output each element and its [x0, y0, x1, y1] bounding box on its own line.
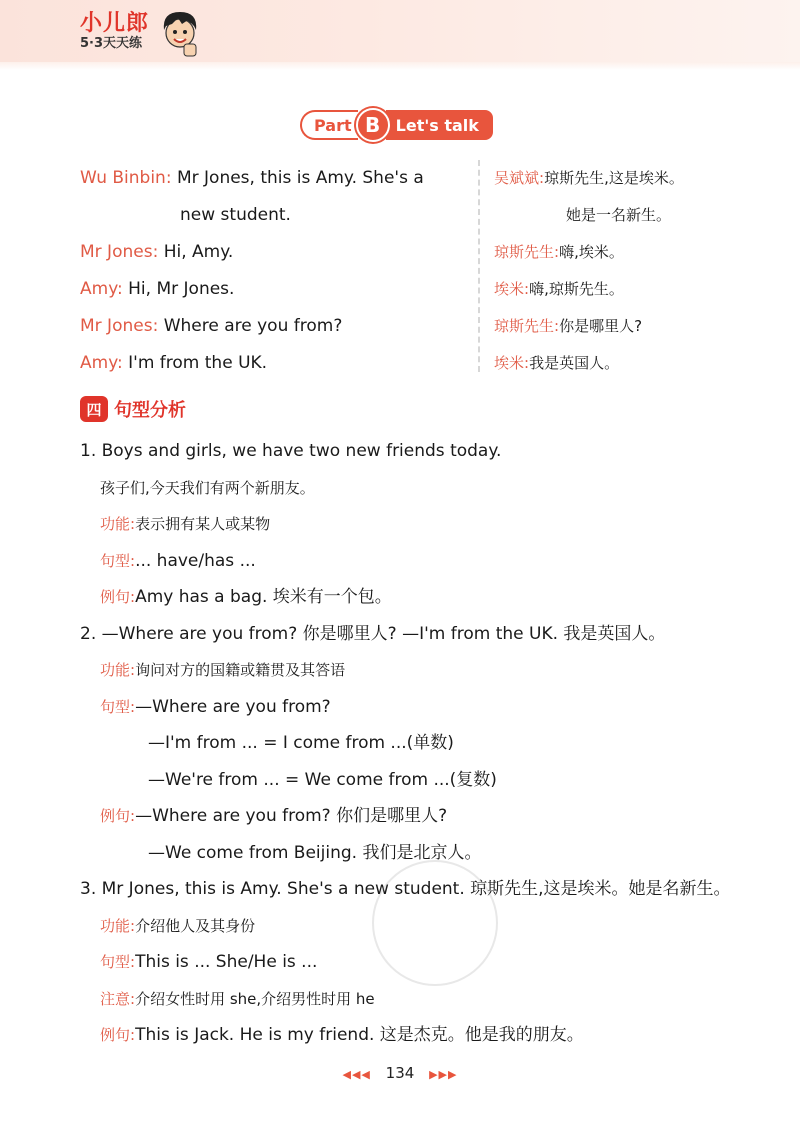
part-label: Part — [300, 110, 358, 140]
right-arrows-icon: ▶▶▶ — [429, 1068, 458, 1081]
dialogue-line — [80, 234, 470, 271]
watermark-seal — [372, 860, 498, 986]
speaker-label: 埃米: — [494, 280, 530, 298]
speaker-label: Mr Jones: — [80, 316, 159, 336]
speaker-label: Amy: — [80, 279, 123, 299]
dialogue-line — [494, 345, 794, 382]
pattern-variant: —We're from ... = We come from ...(复数) — [148, 769, 497, 790]
section-title: 句型分析 — [114, 400, 186, 421]
line-text: 你是哪里人? — [559, 317, 643, 335]
brand-name: 小儿郎 — [80, 11, 150, 36]
line-text: Mr Jones, this is Amy. She's a — [171, 168, 424, 188]
dialogue-english — [80, 160, 470, 382]
dialogue-line — [80, 345, 470, 382]
item-text: 表示拥有某人或某物 — [135, 515, 271, 533]
dialogue-chinese — [494, 160, 794, 382]
line-text: 她是一名新生。 — [566, 206, 672, 224]
brand-subtitle: 5·3天天练 — [80, 36, 143, 51]
speaker-label: Wu Binbin: — [80, 168, 172, 188]
analysis-item — [80, 981, 780, 1018]
line-text: Where are you from? — [158, 316, 343, 336]
left-arrows-icon: ◀◀◀ — [342, 1068, 371, 1081]
line-text: Hi, Mr Jones. — [122, 279, 235, 299]
sentence-heading: 2. —Where are you from? 你是哪里人? —I'm from the UK. 我是英国人。 — [80, 623, 666, 644]
item-label: 句型: — [100, 697, 136, 716]
analysis-item — [80, 579, 780, 616]
dialogue-line — [494, 197, 794, 234]
analysis-item — [80, 689, 780, 726]
part-letter: B — [356, 108, 390, 142]
pattern-variant: —I'm from ... = I come from ...(单数) — [148, 733, 454, 753]
item-text: This is Jack. He is my friend. 这是杰克。他是我的朋友。 — [135, 1025, 584, 1045]
item-label: 注意: — [100, 989, 136, 1008]
page-footer — [0, 1064, 800, 1082]
speaker-label: Amy: — [80, 353, 123, 373]
dialogue-line — [80, 271, 470, 308]
sentence-heading: 1. Boys and girls, we have two new friends today. — [80, 441, 502, 461]
line-text: Hi, Amy. — [158, 242, 234, 262]
column-divider — [478, 160, 480, 372]
line-text: new student. — [180, 205, 291, 225]
line-text: 嗨,埃米。 — [559, 243, 624, 261]
item-text: —Where are you from? — [135, 696, 331, 717]
speaker-label: Mr Jones: — [80, 242, 159, 262]
section-heading — [80, 396, 186, 422]
line-text: 琼斯先生,这是埃米。 — [544, 169, 684, 187]
item-text: ... have/has ... — [135, 550, 256, 571]
dialogue-line — [80, 308, 470, 345]
item-text: 介绍他人及其身份 — [135, 916, 256, 935]
part-b-banner — [300, 108, 493, 142]
item-text: —Where are you from? 你们是哪里人? — [135, 806, 448, 826]
item-label: 例句: — [100, 588, 136, 606]
dialogue-line — [494, 308, 794, 345]
dialogue-line — [494, 271, 794, 308]
item-text: 询问对方的国籍或籍贯及其答语 — [135, 661, 346, 679]
line-text: 我是英国人。 — [529, 354, 620, 372]
analysis-item — [80, 543, 780, 580]
item-label: 功能: — [100, 916, 136, 935]
analysis-item — [80, 652, 780, 689]
dialogue-line — [494, 160, 794, 197]
speaker-label: 吴斌斌: — [494, 169, 545, 187]
item-label: 句型: — [100, 953, 136, 971]
analysis-item — [80, 1017, 780, 1054]
item-label: 句型: — [100, 551, 136, 570]
dialogue-line — [80, 160, 470, 197]
line-text: I'm from the UK. — [122, 353, 268, 373]
sentence-heading: 3. Mr Jones, this is Amy. She's a new student. 琼斯先生,这是埃米。她是名新生。 — [80, 879, 731, 899]
item-label: 例句: — [100, 1026, 136, 1044]
speaker-label: 埃米: — [494, 354, 530, 372]
analysis-item — [80, 506, 780, 543]
item-text: This is ... She/He is ... — [135, 952, 318, 972]
item-text: 介绍女性时用 she,介绍男性时用 he — [135, 989, 375, 1008]
speaker-label: 琼斯先生: — [494, 317, 560, 335]
dialogue-line — [494, 234, 794, 271]
example-continuation: —We come from Beijing. 我们是北京人。 — [148, 842, 482, 863]
item-text: Amy has a bag. 埃米有一个包。 — [135, 587, 392, 607]
part-title: Let's talk — [386, 110, 493, 140]
item-label: 功能: — [100, 515, 136, 533]
item-label: 功能: — [100, 661, 136, 679]
speaker-label: 琼斯先生: — [494, 243, 560, 261]
mascot-boy-icon — [158, 8, 202, 62]
line-text: 嗨,琼斯先生。 — [529, 280, 624, 298]
analysis-item — [80, 798, 780, 835]
section-number-badge: 四 — [80, 396, 108, 422]
dialogue-line — [80, 197, 470, 234]
page-number: 134 — [385, 1064, 415, 1082]
item-label: 例句: — [100, 807, 136, 825]
brand-logo — [80, 12, 149, 52]
translation: 孩子们,今天我们有两个新朋友。 — [100, 478, 315, 497]
